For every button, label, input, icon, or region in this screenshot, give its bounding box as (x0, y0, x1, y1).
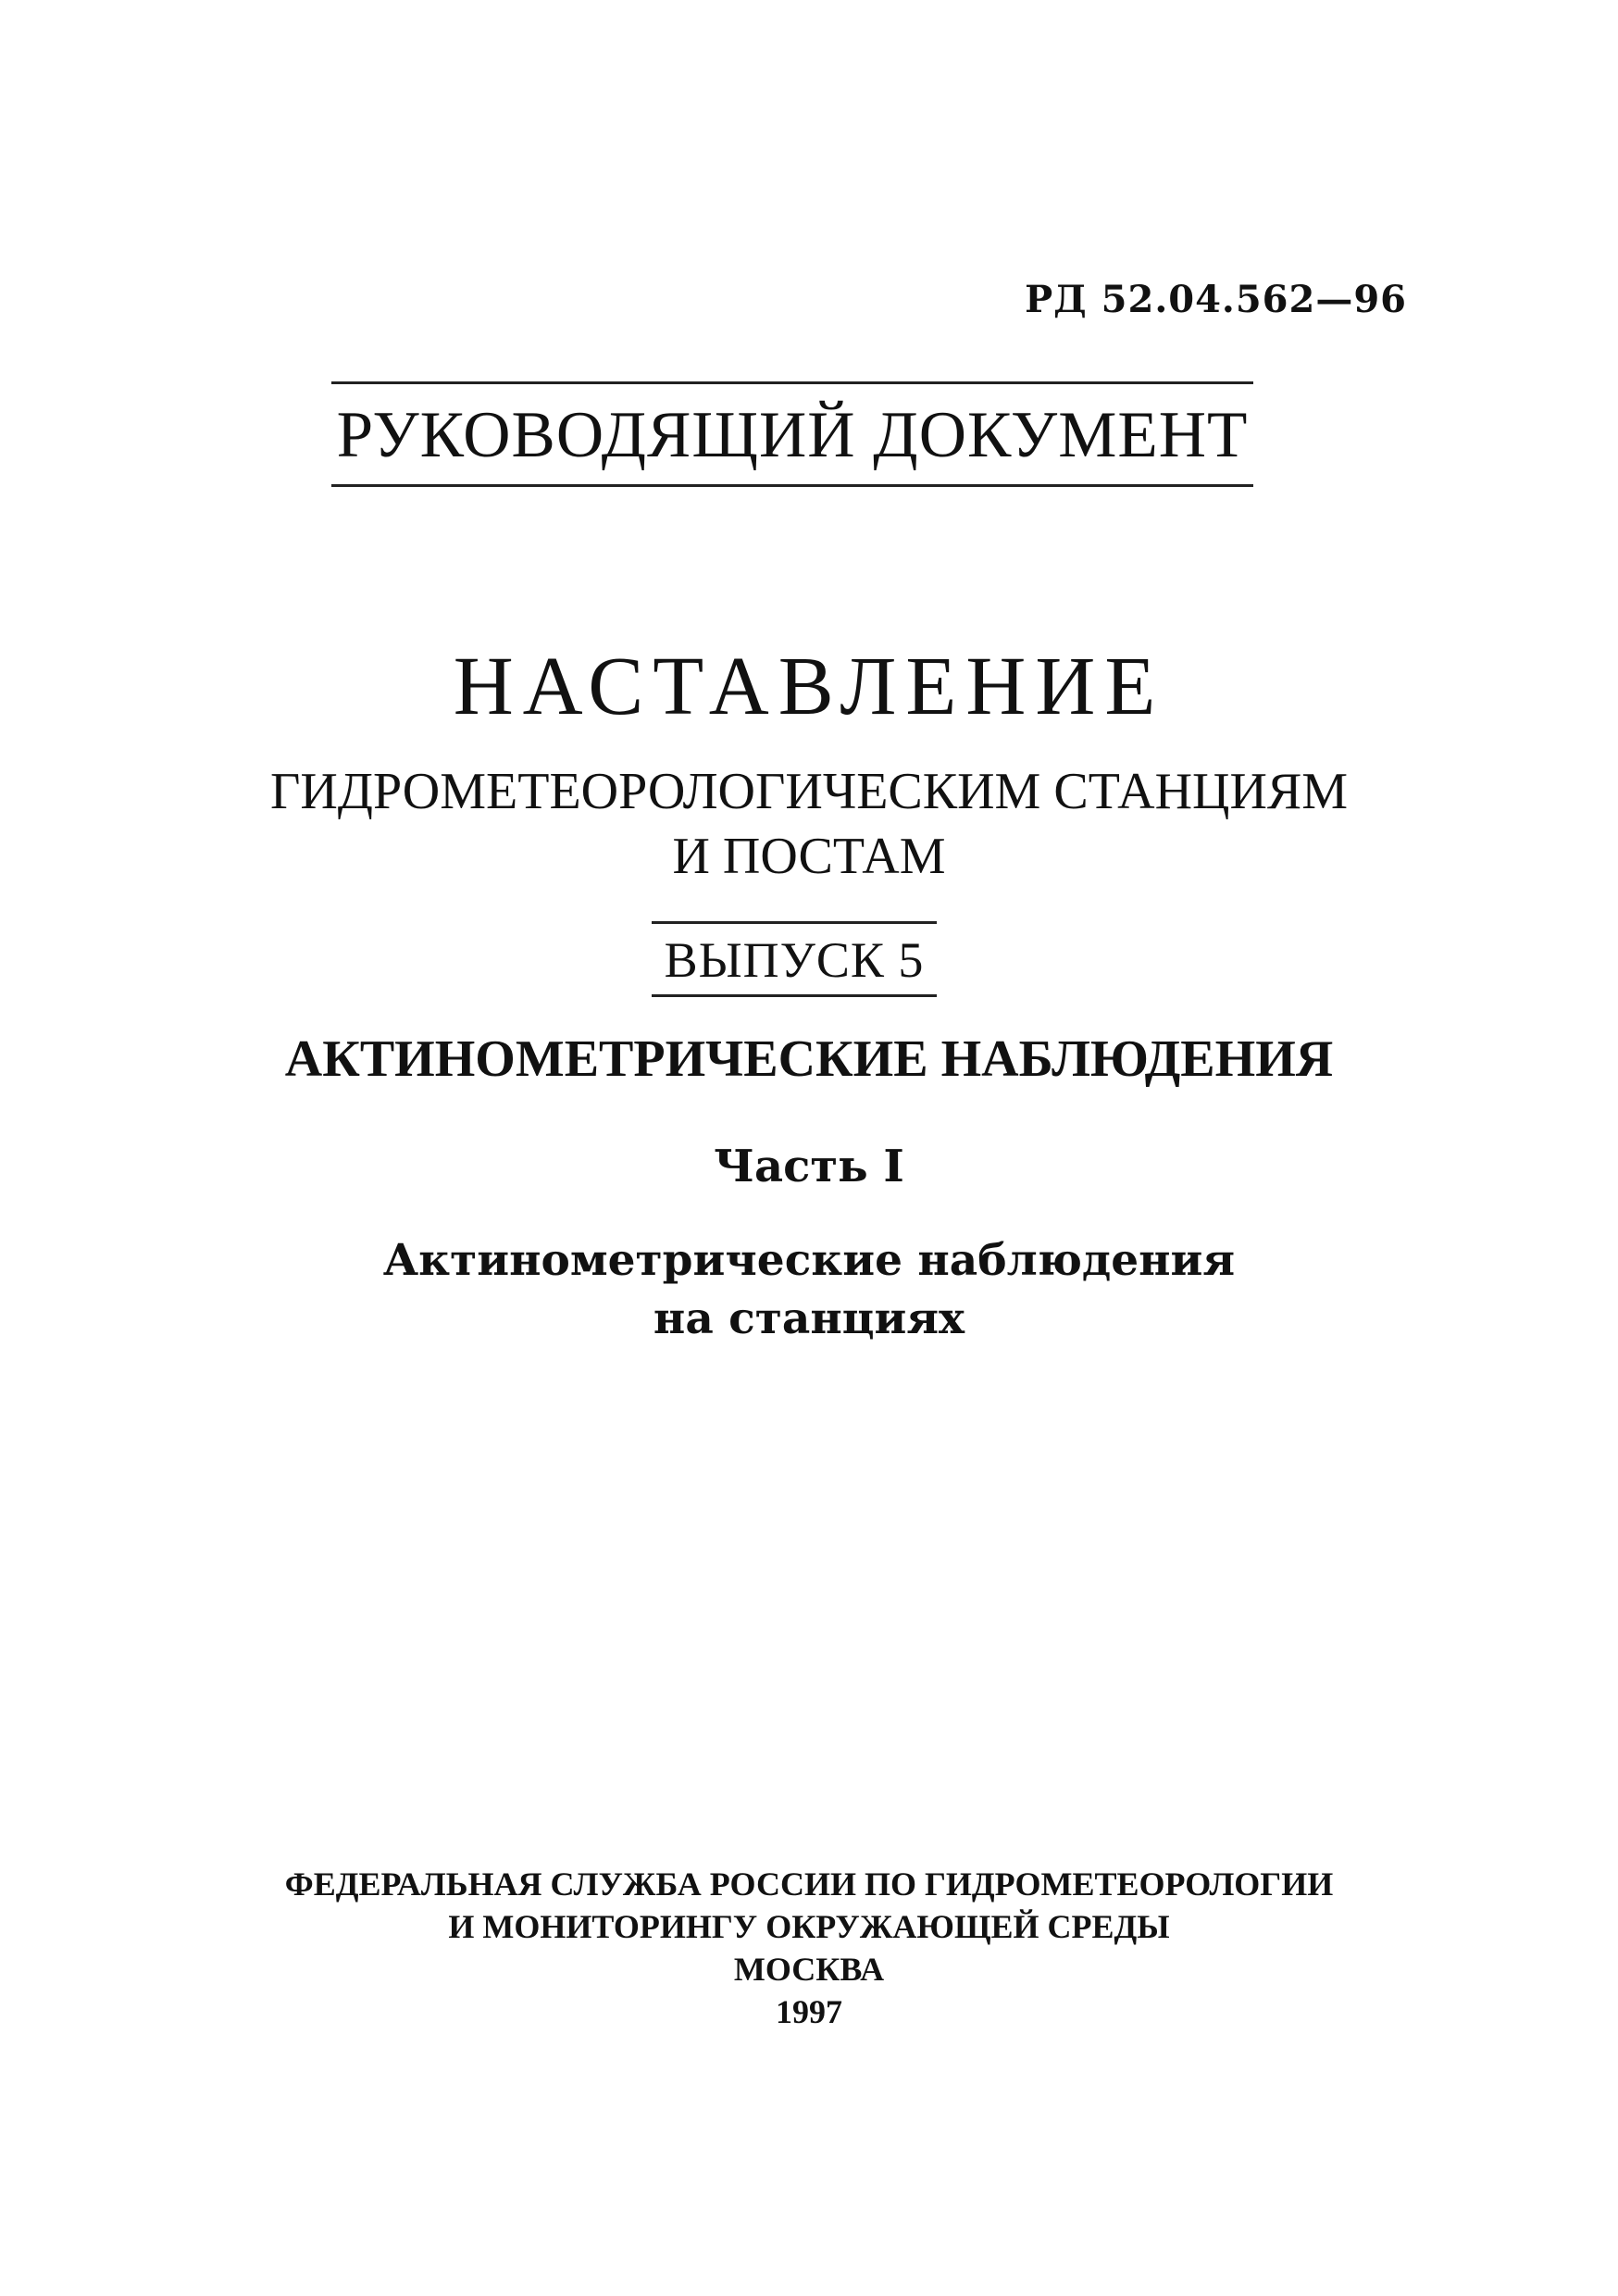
subtitle-line-2: И ПОСТАМ (672, 828, 946, 885)
part-title-line-2: на станциях (653, 1293, 965, 1344)
publisher-line-2: И МОНИТОРИНГУ ОКРУЖАЮЩЕЙ СРЕДЫ (448, 1908, 1170, 1945)
document-type-title: РУКОВОДЯЩИЙ ДОКУМЕНТ (336, 399, 1249, 471)
publisher-city: МОСКВА (733, 1951, 885, 1988)
section-title: АКТИНОМЕТРИЧЕСКИЕ НАБЛЮДЕНИЯ (284, 1030, 1334, 1088)
part-title-line-1: Актинометрические наблюдения (382, 1235, 1236, 1286)
part-label: Часть I (714, 1141, 904, 1192)
publication-year: 1997 (776, 1993, 842, 2030)
main-title: НАСТАВЛЕНИЕ (453, 641, 1165, 732)
issue-block (652, 921, 937, 997)
document-code: РД 52.04.562—96 (1025, 278, 1407, 321)
publisher-block (0, 1863, 1618, 2033)
document-type-block (331, 381, 1253, 487)
publisher-line-1: ФЕДЕРАЛЬНАЯ СЛУЖБА РОССИИ ПО ГИДРОМЕТЕОРОЛОГИИ (284, 1866, 1334, 1903)
issue-number: ВЫПУСК 5 (664, 932, 925, 988)
part-title (0, 1231, 1618, 1348)
subtitle (0, 759, 1618, 889)
subtitle-line-1: ГИДРОМЕТЕОРОЛОГИЧЕСКИМ СТАНЦИЯМ (269, 763, 1349, 820)
